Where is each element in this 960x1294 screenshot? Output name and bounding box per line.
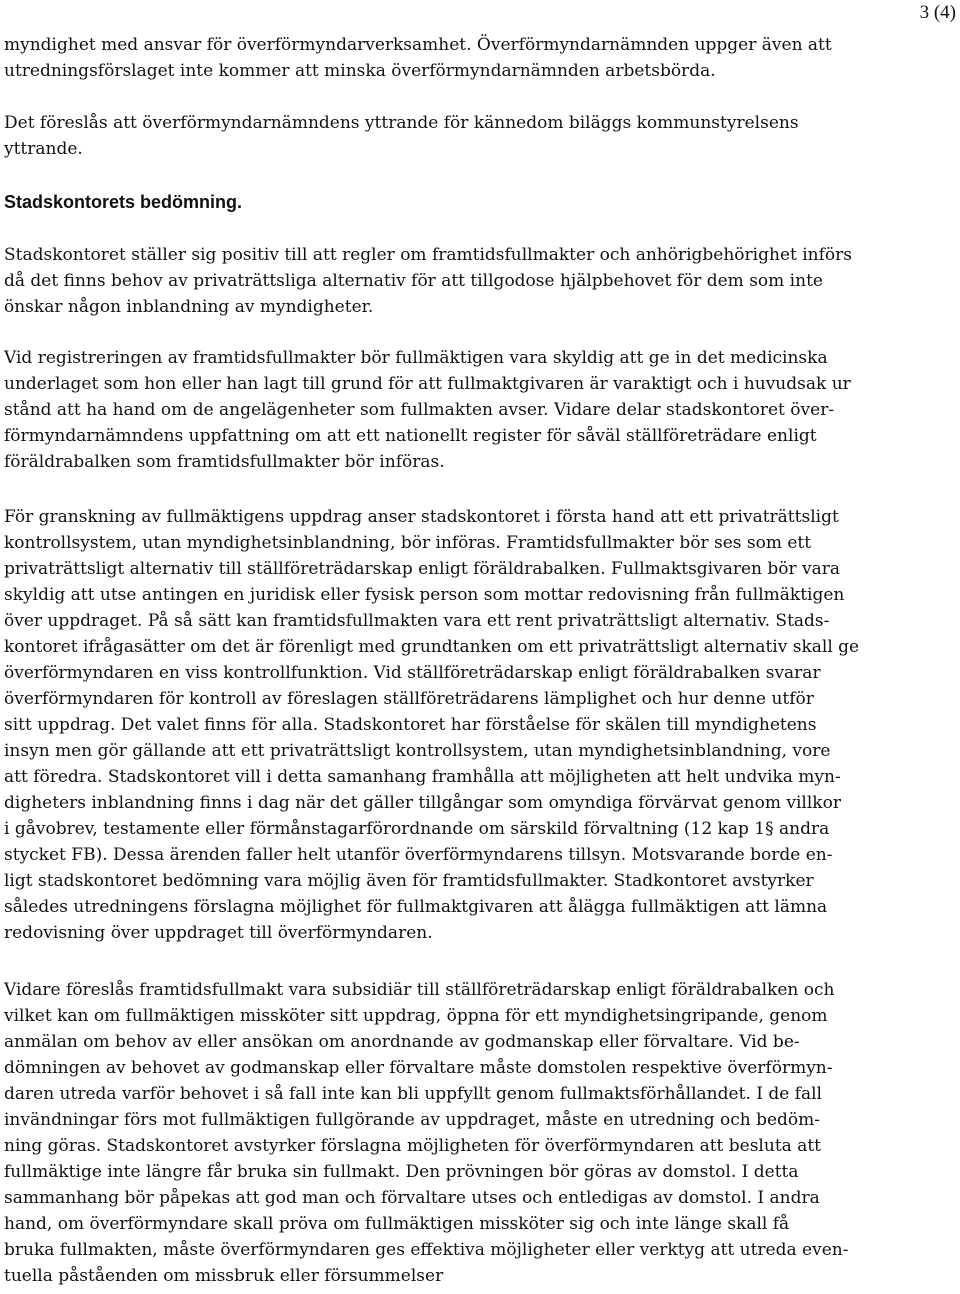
text-line: invändningar förs mot fullmäktigen fullgörande av uppdraget, måste en utredning och bedöm-: [4, 1110, 821, 1130]
text-line: då det finns behov av privaträttsliga alternativ för att tillgodose hjälpbehovet för dem som inte: [4, 271, 823, 291]
text-line: skyldig att utse antingen en juridisk eller fysisk person som mottar redovisning från fullmäktigen: [4, 585, 845, 605]
text-line: Det föreslås att överförmyndarnämndens yttrande för kännedom biläggs kommunstyrelsens: [4, 113, 799, 133]
text-line: sammanhang bör påpekas att god man och förvaltare utses och entledigas av domstol. I andra: [4, 1188, 820, 1208]
text-line: överförmyndaren för kontroll av föreslagen ställföreträdarens lämplighet och hur denne utför: [4, 689, 814, 709]
text-line: föräldrabalken som framtidsfullmakter bör införas.: [4, 452, 445, 472]
text-line: För granskning av fullmäktigens uppdrag anser stadskontoret i första hand att ett privaträttsligt: [4, 507, 839, 527]
text-line: hand, om överförmyndare skall pröva om fullmäktigen missköter sig och inte länge skall få: [4, 1214, 790, 1234]
text-line: överförmyndaren en viss kontrollfunktion. Vid ställföreträdarskap enligt föräldrabalken svarar: [4, 663, 821, 683]
text-line: tuella påståenden om missbruk eller försummelser: [4, 1266, 444, 1286]
paragraph-intro: [4, 32, 899, 84]
section-heading: [4, 189, 899, 215]
text-line: ning göras. Stadskontoret avstyrker förslagna möjligheten för överförmyndaren att besluta att: [4, 1136, 821, 1156]
heading-text: Stadskontorets bedömning.: [4, 192, 243, 212]
text-line: i gåvobrev, testamente eller förmånstagarförordnande om särskild förvaltning (12 kap 1§ andra: [4, 819, 830, 839]
text-line: bruka fullmakten, måste överförmyndaren ges effektiva möjligheter eller verktyg att utreda even-: [4, 1240, 849, 1260]
text-line: fullmäktige inte längre får bruka sin fullmakt. Den prövningen bör göras av domstol. I detta: [4, 1162, 799, 1182]
paragraph-subsidiary: [4, 977, 899, 1289]
paragraph-registration: [4, 345, 899, 475]
text-line: Vidare föreslås framtidsfullmakt vara subsidiär till ställföreträdarskap enligt föräldrabalken och: [4, 980, 835, 1000]
text-line: sitt uppdrag. Det valet finns för alla. Stadskontoret har förståelse för skälen till myndighetens: [4, 715, 817, 735]
text-line: kontrollsystem, utan myndighetsinblandning, bör införas. Framtidsfullmakter bör ses som ett: [4, 533, 812, 553]
text-line: privaträttsligt alternativ till ställföreträdarskap enligt föräldrabalken. Fullmaktsgivaren bör vara: [4, 559, 841, 579]
text-line: redovisning över uppdraget till överförmyndaren.: [4, 923, 433, 943]
text-line: myndighet med ansvar för överförmyndarverksamhet. Överförmyndarnämnden uppger även att: [4, 35, 832, 55]
text-line: kontoret ifrågasätter om det är förenligt med grundtanken om ett privaträttsligt alternativ skall ge: [4, 637, 860, 657]
text-line: önskar någon inblandning av myndigheter.: [4, 297, 374, 317]
text-line: ligt stadskontoret bedömning vara möjlig även för framtidsfullmakter. Stadkontoret avstyrker: [4, 871, 814, 891]
text-line: anmälan om behov av eller ansökan om anordnande av godmanskap eller förvaltare. Vid be-: [4, 1032, 800, 1052]
paragraph-attachment: [4, 110, 899, 162]
text-line: över uppdraget. På så sätt kan framtidsfullmakten vara ett rent privaträttsligt alternativ. Stads-: [4, 611, 830, 631]
text-line: förmyndarnämndens uppfattning om att ett nationellt register för såväl ställföreträdare enligt: [4, 426, 817, 446]
text-line: dömningen av behovet av godmanskap eller förvaltare måste domstolen respektive överförmyn-: [4, 1058, 833, 1078]
text-line: daren utreda varför behovet i så fall inte kan bli uppfyllt genom fullmaktsförhållandet. I de fall: [4, 1084, 822, 1104]
text-line: insyn men gör gällande att ett privaträttsligt kontrollsystem, utan myndighetsinblandning, vore: [4, 741, 831, 761]
text-line: utredningsförslaget inte kommer att minska överförmyndarnämnden arbetsbörda.: [4, 61, 716, 81]
text-line: underlaget som hon eller han lagt till grund för att fullmaktgivaren är varaktigt och i huvudsak ur: [4, 374, 851, 394]
paragraph-position: [4, 242, 899, 320]
paragraph-review: [4, 504, 899, 946]
page-number: 3 (4): [919, 2, 956, 23]
text-line: Stadskontoret ställer sig positiv till att regler om framtidsfullmakter och anhörigbehörighet införs: [4, 245, 852, 265]
text-line: stycket FB). Dessa ärenden faller helt utanför överförmyndarens tillsyn. Motsvarande borde en-: [4, 845, 833, 865]
text-line: vilket kan om fullmäktigen missköter sitt uppdrag, öppna för ett myndighetsingripande, genom: [4, 1006, 828, 1026]
text-line: stånd att ha hand om de angelägenheter som fullmakten avser. Vidare delar stadskontoret över-: [4, 400, 835, 420]
text-line: yttrande.: [4, 139, 83, 159]
text-line: att föredra. Stadskontoret vill i detta samanhang framhålla att möjligheten att helt undvika myn-: [4, 767, 841, 787]
text-line: Vid registreringen av framtidsfullmakter bör fullmäktigen vara skyldig att ge in det medicinska: [4, 348, 828, 368]
text-line: digheters inblandning finns i dag när det gäller tillgångar som omyndiga förvärvat genom villkor: [4, 793, 841, 813]
text-line: således utredningens förslagna möjlighet för fullmaktgivaren att ålägga fullmäktigen att lämna: [4, 897, 828, 917]
